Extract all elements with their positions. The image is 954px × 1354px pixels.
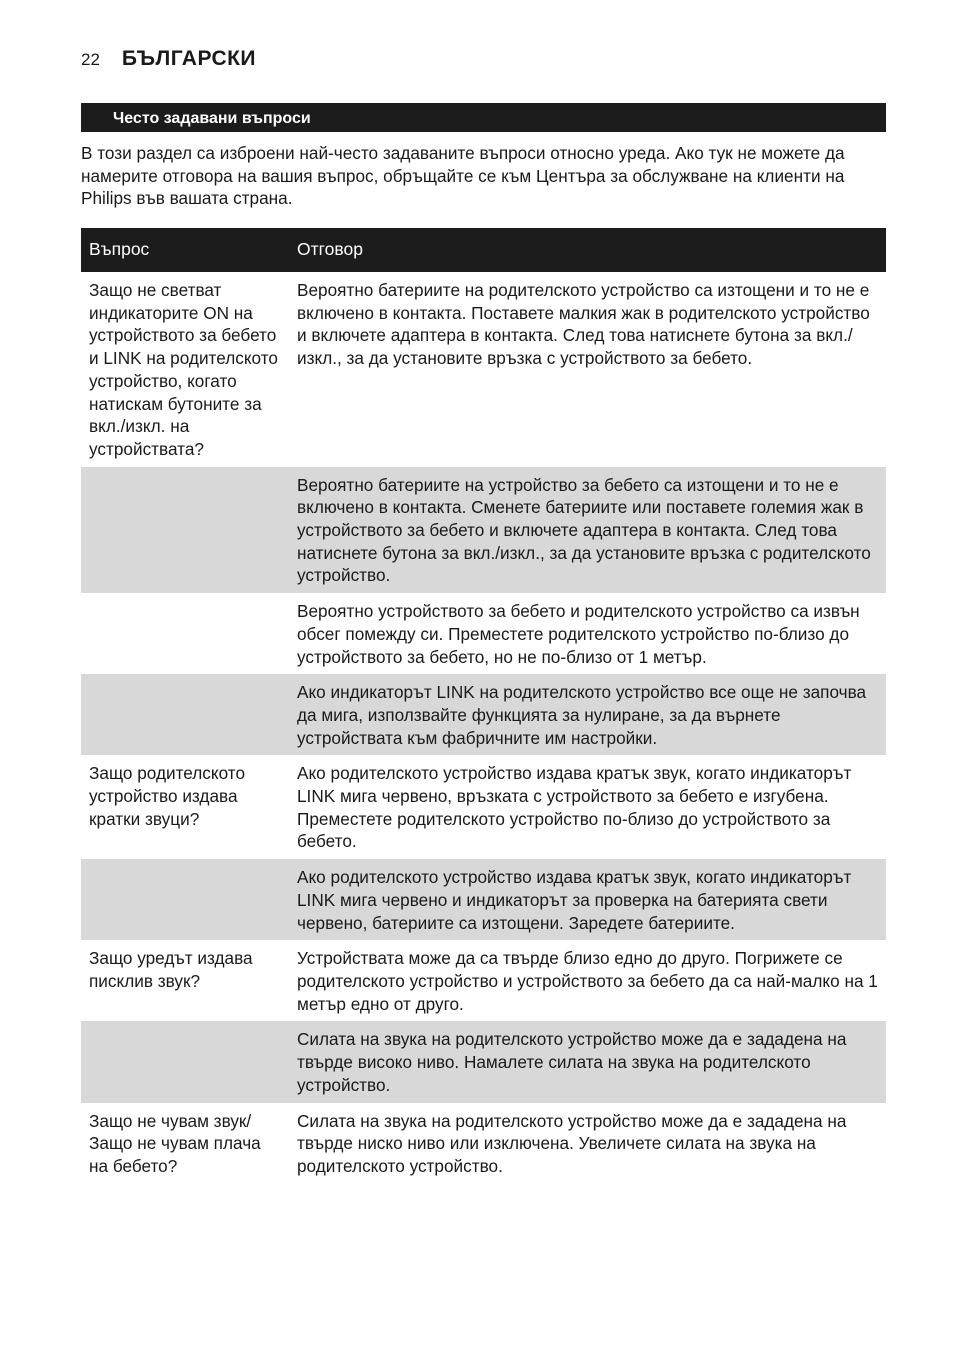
intro-paragraph: В този раздел са изброени най-често задаваните въпроси относно уреда. Ако тук не можете да намерите отговора на вашия въпрос, обръщайте се към Центъра за обслужване на клиенти на Philips във вашата страна. (81, 143, 845, 208)
table-header-row (81, 228, 886, 272)
section-title-bar (81, 103, 886, 132)
table-row (81, 859, 886, 940)
section-title: Често задавани въпроси (113, 110, 311, 127)
faq-table (81, 228, 886, 1184)
answer-cell: Силата на звука на родителското устройство може да е зададена на твърде ниско ниво или изключена. Увеличете силата на звука на родителското устройство. (297, 1110, 847, 1176)
answer-cell: Силата на звука на родителското устройство може да е зададена на твърде високо ниво. Намалете силата на звука на родителското устройство. (289, 1021, 886, 1102)
question-cell (81, 859, 289, 940)
question-cell (81, 1021, 289, 1102)
answer-cell: Вероятно батериите на родителското устройство са изтощени и то не е включено в контакта. Поставете малкия жак в родителското устройство и включете адаптера в контакта. След това натиснете бутона за вкл./изкл., за да установите връзка с устройството за бебето. (297, 280, 870, 369)
page-header (81, 47, 256, 71)
answer-cell: Вероятно батериите на устройство за бебето са изтощени и то не е включено в контакта. Сменете батериите или поставете големия жак в устройството за бебето и включете адаптера в контакта. След това натиснете бутона за вкл./изкл., за да установите връзка с родителското устройство. (289, 467, 886, 594)
table-row (81, 272, 886, 467)
question-cell: Защо не светват индикаторите ON на устройството за бебето и LINK на родителското устройство, когато натискам бутоните за вкл./изкл. на устройствата? (89, 280, 278, 459)
table-row (81, 1021, 886, 1102)
answer-cell: Ако родителското устройство издава кратък звук, когато индикаторът LINK мига червено и индикаторът за проверка на батерията свети червено, батериите са изтощени. Заредете батериите. (289, 859, 886, 940)
question-cell (81, 593, 289, 674)
answer-cell: Вероятно устройството за бебето и родителското устройство са извън обсег помежду си. Преместете родителското устройство по-близо до устройството за бебето, но не по-близо от 1 метър. (297, 601, 860, 667)
page-language-title: БЪЛГАРСКИ (121, 47, 257, 70)
answer-cell: Ако индикаторът LINK на родителското устройство все още не започва да мига, използвайте функцията за нулиране, за да върнете устройствата към фабричните им настройки. (289, 674, 886, 755)
page-number: 22 (81, 50, 100, 69)
question-cell (81, 674, 289, 755)
question-column-header: Въпрос (81, 228, 289, 272)
answer-column-header: Отговор (289, 228, 886, 272)
table-row (81, 674, 886, 755)
question-cell: Защо не чувам звук/ Защо не чувам плача на бебето? (89, 1110, 261, 1176)
table-row (81, 755, 886, 859)
table-row (81, 1103, 886, 1184)
question-cell: Защо родителското устройство издава кратки звуци? (89, 763, 246, 829)
question-cell: Защо уредът издава писклив звук? (89, 948, 253, 991)
answer-cell: Устройствата може да са твърде близо едно до друго. Погрижете се родителското устройство и устройството за бебето да са най-малко на 1 метър едно от друго. (297, 948, 878, 1014)
question-cell (81, 467, 289, 594)
table-row (81, 940, 886, 1021)
table-row (81, 467, 886, 594)
table-row (81, 593, 886, 674)
answer-cell: Ако родителското устройство издава кратък звук, когато индикаторът LINK мига червено, връзката с устройството за бебето е изгубена. Преместете родителското устройство по-близо до устройството за бебето. (297, 763, 852, 852)
